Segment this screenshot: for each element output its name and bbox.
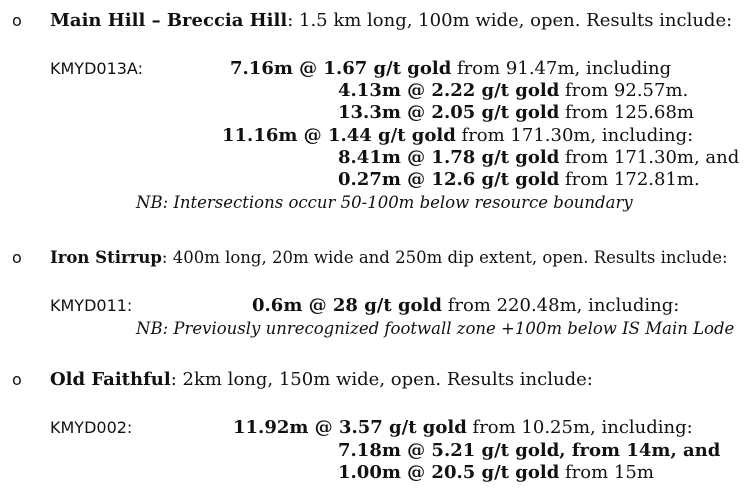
bullet-icon: o: [12, 370, 22, 389]
result-line: 7.18m @ 5.21 g/t gold, from 14m, and: [338, 440, 721, 461]
bullet-icon: o: [12, 248, 22, 267]
result-line: 0.6m @ 28 g/t gold from 220.48m, including:: [252, 295, 680, 316]
result-line: 11.16m @ 1.44 g/t gold from 171.30m, including:: [222, 125, 694, 146]
section-description: : 1.5 km long, 100m wide, open. Results include:: [287, 10, 733, 31]
result-line: 1.00m @ 20.5 g/t gold from 15m: [338, 462, 654, 483]
section-note: NB: Previously unrecognized footwall zone +100m below IS Main Lode: [136, 319, 735, 338]
result-line: 11.92m @ 3.57 g/t gold from 10.25m, including:: [233, 417, 693, 438]
drillhole-id: KMYD013A:: [50, 59, 143, 78]
drillhole-id: KMYD011:: [50, 296, 133, 315]
section-note: NB: Intersections occur 50-100m below resource boundary: [136, 193, 633, 212]
section-heading: [50, 369, 593, 391]
result-line: 8.41m @ 1.78 g/t gold from 171.30m, and: [338, 147, 740, 168]
section-heading: [50, 10, 732, 32]
result-line: 7.16m @ 1.67 g/t gold from 91.47m, including: [230, 58, 672, 79]
result-line: 0.27m @ 12.6 g/t gold from 172.81m.: [338, 169, 700, 190]
drillhole-id: KMYD002:: [50, 418, 133, 437]
section-heading: [50, 247, 728, 269]
bullet-icon: o: [12, 11, 22, 30]
section-title: Iron Stirrup: [50, 248, 162, 267]
section-title: Old Faithful: [50, 369, 171, 390]
section-description: : 2km long, 150m wide, open. Results include:: [170, 369, 593, 390]
section-description: : 400m long, 20m wide and 250m dip extent, open. Results include:: [161, 248, 728, 267]
section-title: Main Hill – Breccia Hill: [50, 10, 288, 31]
result-line: 4.13m @ 2.22 g/t gold from 92.57m.: [338, 80, 689, 101]
result-line: 13.3m @ 2.05 g/t gold from 125.68m: [338, 102, 694, 123]
